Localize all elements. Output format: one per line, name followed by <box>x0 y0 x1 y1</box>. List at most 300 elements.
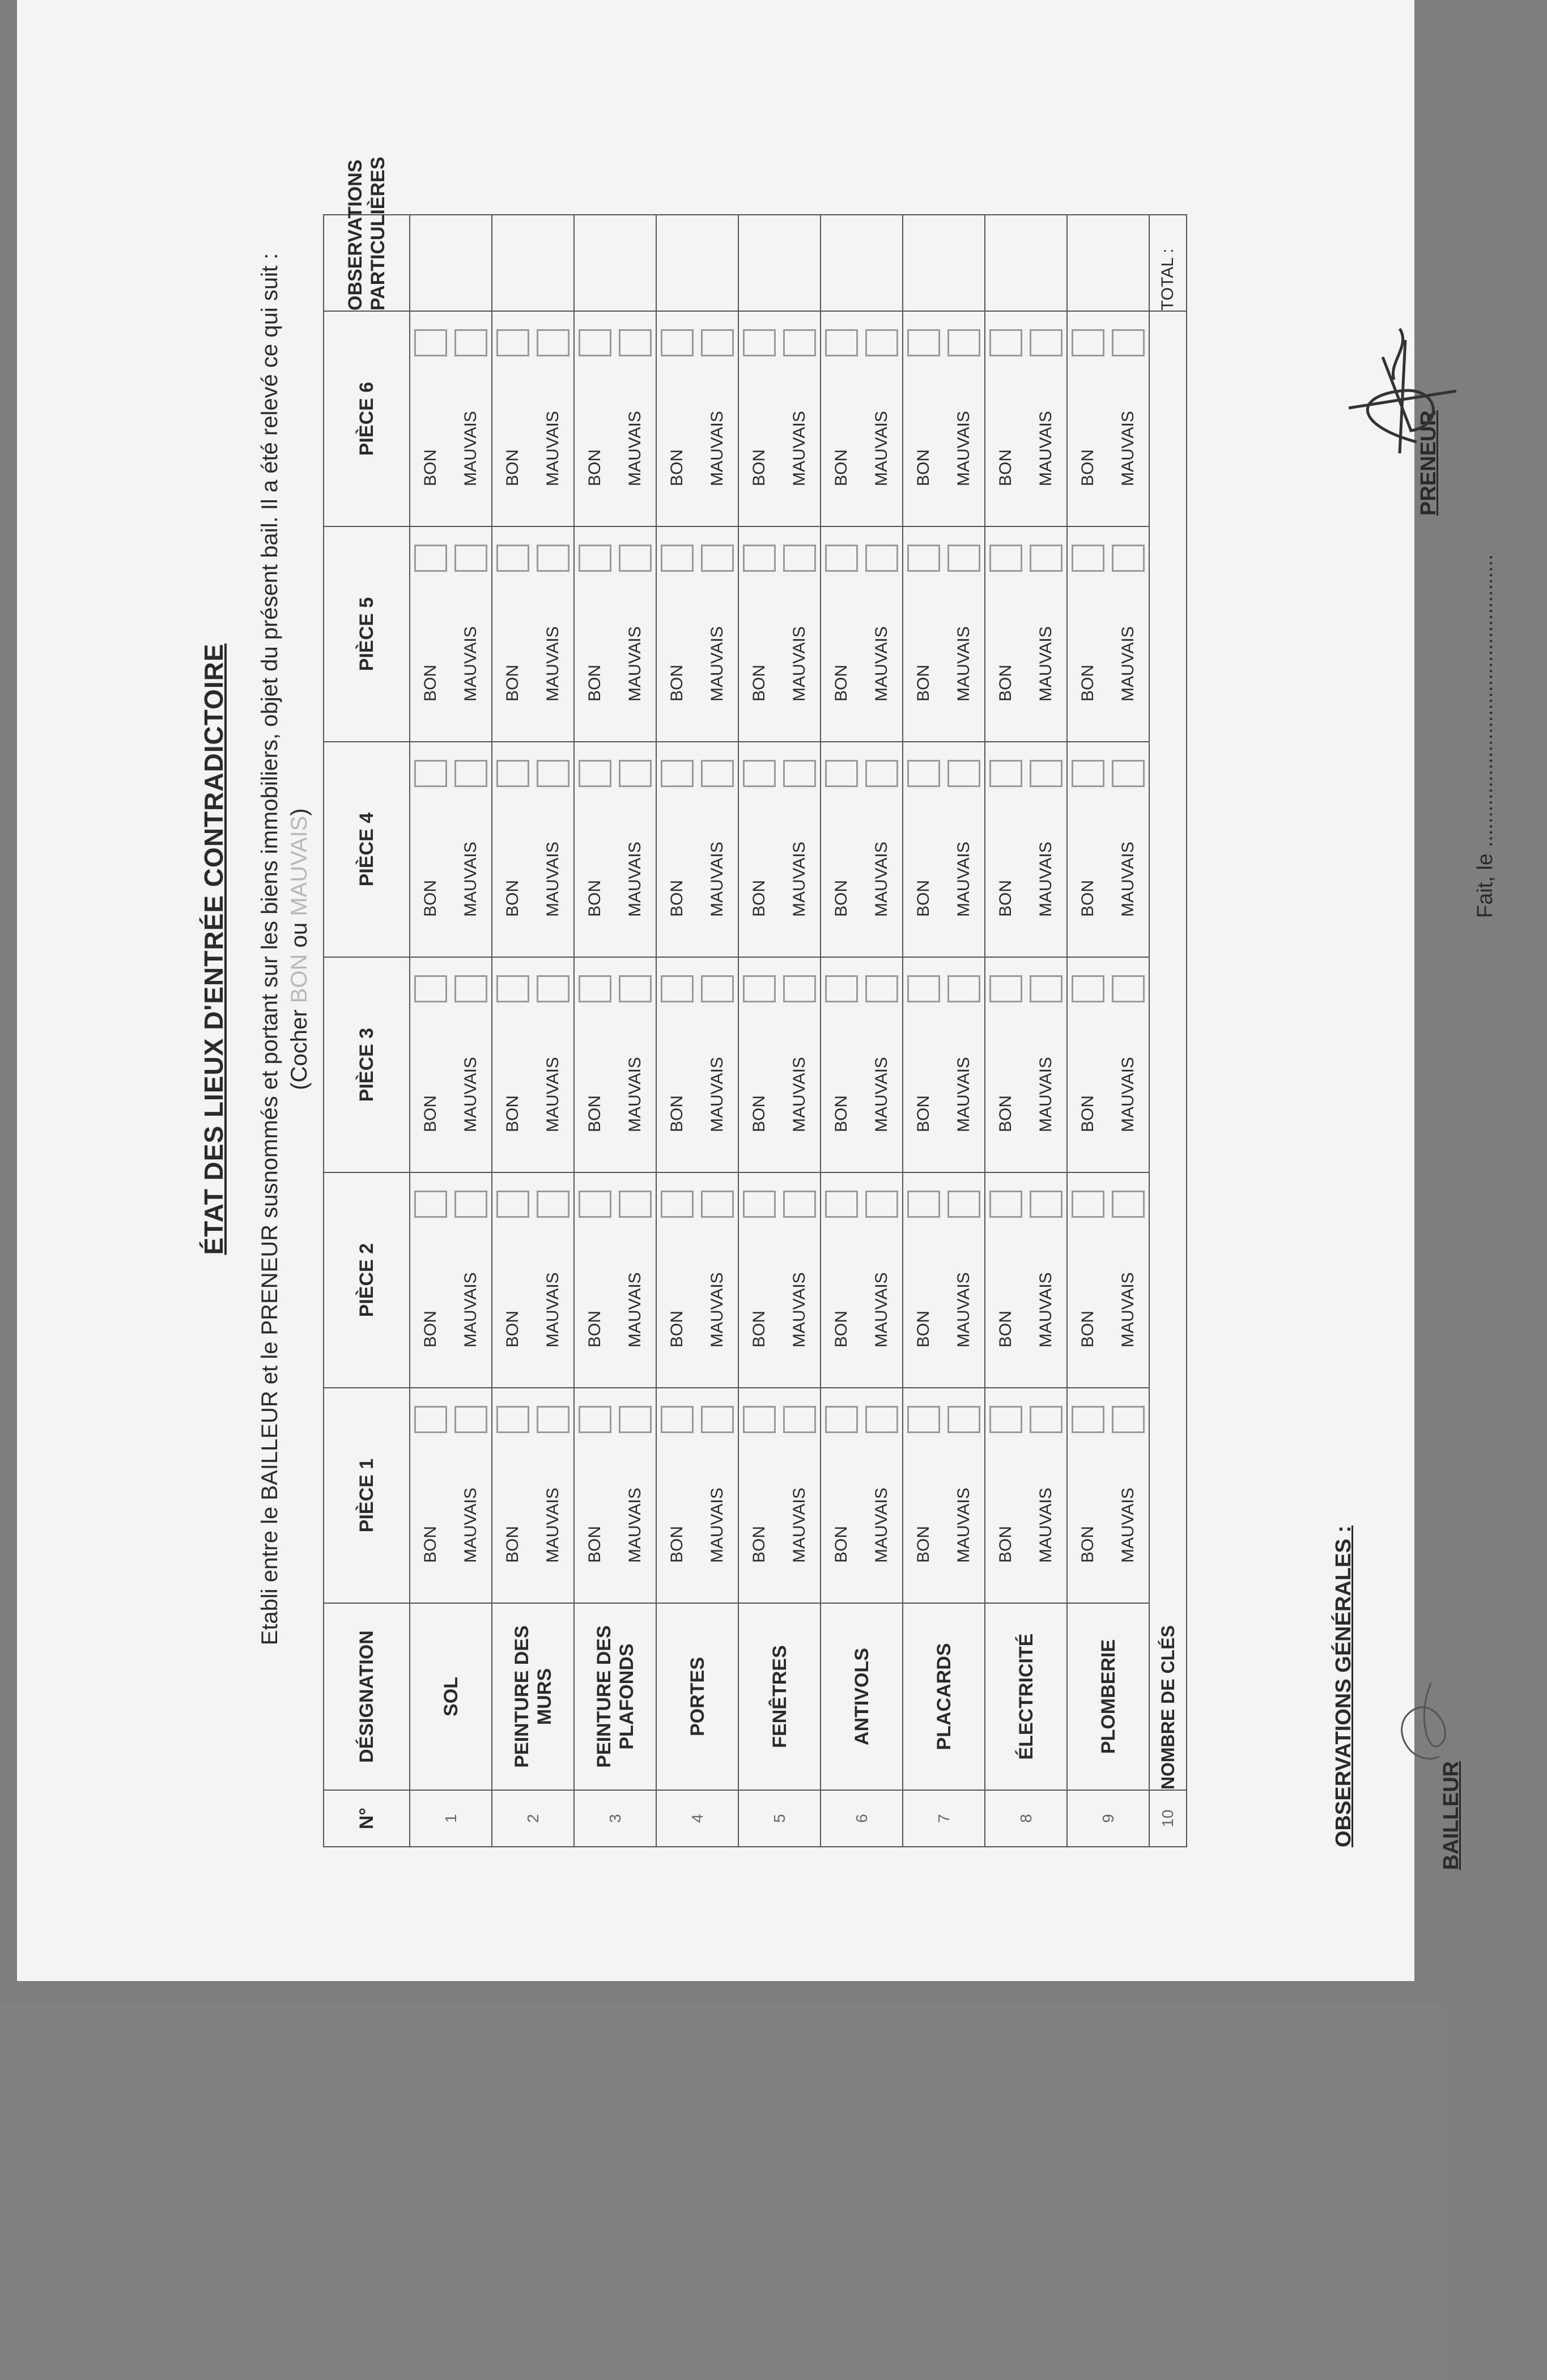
option-bad-label: MAUVAIS <box>1036 1057 1056 1132</box>
option-good-label: BON <box>749 664 768 702</box>
good-checkbox[interactable] <box>825 975 858 1002</box>
good-checkbox[interactable] <box>579 545 611 572</box>
room-cell <box>492 311 574 526</box>
option-bad-label: MAUVAIS <box>872 1057 891 1132</box>
good-checkbox[interactable] <box>825 545 858 572</box>
bad-checkbox[interactable] <box>1030 545 1062 572</box>
option-bad-label: MAUVAIS <box>708 1488 727 1563</box>
bad-checkbox[interactable] <box>865 329 898 356</box>
form-title: ÉTAT DES LIEUX D'ENTRÉE CONTRADICTOIRE <box>199 643 228 1255</box>
table-row <box>903 215 985 1847</box>
bad-checkbox[interactable] <box>1112 1406 1145 1433</box>
bad-checkbox[interactable] <box>537 329 570 356</box>
room-cell <box>985 957 1067 1172</box>
good-checkbox[interactable] <box>907 545 940 572</box>
intro-text <box>255 0 314 1927</box>
row-designation: ANTIVOLS <box>821 1603 903 1790</box>
option-good-label: BON <box>913 1525 933 1563</box>
table-row <box>574 215 656 1847</box>
bad-checkbox[interactable] <box>537 545 570 572</box>
option-good-label: BON <box>420 1095 440 1132</box>
room-cell <box>574 1172 656 1388</box>
good-checkbox[interactable] <box>743 329 776 356</box>
bad-checkbox[interactable] <box>619 545 652 572</box>
row-number: 9 <box>1067 1790 1149 1847</box>
good-checkbox[interactable] <box>414 760 447 787</box>
bad-checkbox[interactable] <box>619 1191 652 1218</box>
option-good-label: BON <box>503 879 522 917</box>
room-cell <box>985 526 1067 742</box>
bad-checkbox[interactable] <box>1030 329 1062 356</box>
good-checkbox[interactable] <box>1072 760 1104 787</box>
observation-cell[interactable] <box>738 215 821 311</box>
bad-checkbox[interactable] <box>947 760 980 787</box>
bad-checkbox[interactable] <box>454 329 487 356</box>
option-good-label: BON <box>913 664 933 702</box>
good-checkbox[interactable] <box>661 329 694 356</box>
option-bad-label: MAUVAIS <box>872 626 891 702</box>
observation-cell[interactable] <box>656 215 738 311</box>
general-observations-label: OBSERVATIONS GÉNÉRALES : <box>1332 1525 1355 1847</box>
option-bad-label: MAUVAIS <box>1119 1272 1138 1348</box>
good-checkbox[interactable] <box>579 1406 611 1433</box>
option-bad-label: MAUVAIS <box>790 1488 809 1563</box>
good-checkbox[interactable] <box>989 1191 1022 1218</box>
bad-checkbox[interactable] <box>783 1406 816 1433</box>
option-good-label: BON <box>667 1310 686 1348</box>
option-good-label: BON <box>749 1525 768 1563</box>
option-bad-label: MAUVAIS <box>790 1057 809 1132</box>
intro-note-mauvais: MAUVAIS <box>287 815 312 916</box>
room-cell <box>574 526 656 742</box>
option-good-label: BON <box>420 879 440 917</box>
intro-line: Etabli entre le BAILLEUR et le PRENEUR susnommés et portant sur les biens immobiliers, objet du présent bail. Il a été relevé ce qui suit : <box>257 253 282 1646</box>
option-bad-label: MAUVAIS <box>543 1488 563 1563</box>
good-checkbox[interactable] <box>1072 329 1104 356</box>
good-checkbox[interactable] <box>1072 975 1104 1002</box>
room-cell <box>1067 742 1149 957</box>
good-checkbox[interactable] <box>579 1191 611 1218</box>
good-checkbox[interactable] <box>743 760 776 787</box>
option-bad-label: MAUVAIS <box>543 626 563 702</box>
bad-checkbox[interactable] <box>1030 1191 1062 1218</box>
good-checkbox[interactable] <box>989 975 1022 1002</box>
room-cell <box>821 311 903 526</box>
room-cell <box>903 526 985 742</box>
good-checkbox[interactable] <box>496 975 529 1002</box>
option-good-label: BON <box>831 1310 851 1348</box>
option-good-label: BON <box>420 1310 440 1348</box>
option-good-label: BON <box>503 449 522 486</box>
bad-checkbox[interactable] <box>537 760 570 787</box>
good-checkbox[interactable] <box>989 545 1022 572</box>
row-number: 7 <box>903 1790 985 1847</box>
bad-checkbox[interactable] <box>947 1191 980 1218</box>
option-bad-label: MAUVAIS <box>543 1272 563 1348</box>
good-checkbox[interactable] <box>907 1406 940 1433</box>
bad-checkbox[interactable] <box>537 975 570 1002</box>
room-cell <box>738 311 821 526</box>
scan-background <box>0 2004 1445 2380</box>
done-at-line: Fait, le ................................................. <box>1473 554 1497 918</box>
room-cell <box>492 526 574 742</box>
option-good-label: BON <box>503 664 522 702</box>
bad-checkbox[interactable] <box>783 760 816 787</box>
bad-checkbox[interactable] <box>783 329 816 356</box>
good-checkbox[interactable] <box>414 545 447 572</box>
bad-checkbox[interactable] <box>947 975 980 1002</box>
bad-checkbox[interactable] <box>1112 545 1145 572</box>
option-bad-label: MAUVAIS <box>1119 411 1138 486</box>
option-good-label: BON <box>996 664 1015 702</box>
bad-checkbox[interactable] <box>947 545 980 572</box>
bad-checkbox[interactable] <box>865 975 898 1002</box>
good-checkbox[interactable] <box>743 975 776 1002</box>
option-good-label: BON <box>913 449 933 486</box>
option-bad-label: MAUVAIS <box>708 1272 727 1348</box>
good-checkbox[interactable] <box>907 760 940 787</box>
bad-checkbox[interactable] <box>865 1191 898 1218</box>
option-bad-label: MAUVAIS <box>708 1057 727 1132</box>
option-good-label: BON <box>831 879 851 917</box>
tenant-signature <box>1332 306 1468 476</box>
row-designation: PEINTURE DES MURS <box>492 1603 574 1790</box>
intro-note-prefix: (Cocher <box>287 1009 312 1090</box>
option-bad-label: MAUVAIS <box>954 626 974 702</box>
option-bad-label: MAUVAIS <box>626 411 645 486</box>
bad-checkbox[interactable] <box>537 1191 570 1218</box>
option-bad-label: MAUVAIS <box>1119 842 1138 917</box>
room-cell <box>738 957 821 1172</box>
room-cell <box>821 957 903 1172</box>
option-bad-label: MAUVAIS <box>461 1057 481 1132</box>
bad-checkbox[interactable] <box>783 975 816 1002</box>
option-bad-label: MAUVAIS <box>708 626 727 702</box>
bad-checkbox[interactable] <box>947 329 980 356</box>
bad-checkbox[interactable] <box>701 975 734 1002</box>
good-checkbox[interactable] <box>661 545 694 572</box>
option-good-label: BON <box>749 1095 768 1132</box>
good-checkbox[interactable] <box>414 329 447 356</box>
bad-checkbox[interactable] <box>619 1406 652 1433</box>
bad-checkbox[interactable] <box>454 975 487 1002</box>
option-good-label: BON <box>585 1310 604 1348</box>
keys-row <box>1149 215 1187 1847</box>
good-checkbox[interactable] <box>907 1191 940 1218</box>
observation-cell[interactable] <box>903 215 985 311</box>
room-cell <box>410 742 492 957</box>
room-cell <box>738 526 821 742</box>
option-bad-label: MAUVAIS <box>1119 1057 1138 1132</box>
option-bad-label: MAUVAIS <box>543 842 563 917</box>
document-sheet <box>17 0 1497 1981</box>
bad-checkbox[interactable] <box>1030 1406 1062 1433</box>
room-cell <box>738 1172 821 1388</box>
option-good-label: BON <box>831 449 851 486</box>
good-checkbox[interactable] <box>743 545 776 572</box>
option-good-label: BON <box>913 1310 933 1348</box>
bad-checkbox[interactable] <box>619 760 652 787</box>
header-num: N° <box>324 1790 410 1847</box>
option-bad-label: MAUVAIS <box>461 411 481 486</box>
good-checkbox[interactable] <box>414 1191 447 1218</box>
bad-checkbox[interactable] <box>865 1406 898 1433</box>
option-good-label: BON <box>503 1095 522 1132</box>
option-good-label: BON <box>1078 449 1097 486</box>
room-cell <box>574 311 656 526</box>
intro-note-suffix: ) <box>287 808 312 816</box>
bad-checkbox[interactable] <box>701 329 734 356</box>
option-good-label: BON <box>913 1095 933 1132</box>
row-designation: PEINTURE DES PLAFONDS <box>574 1603 656 1790</box>
bad-checkbox[interactable] <box>454 760 487 787</box>
row-number: 2 <box>492 1790 574 1847</box>
good-checkbox[interactable] <box>661 760 694 787</box>
landlord-signature <box>1377 1666 1468 1779</box>
good-checkbox[interactable] <box>496 1191 529 1218</box>
intro-note-bon: BON <box>287 954 312 1004</box>
room-cell <box>1067 1388 1149 1603</box>
bad-checkbox[interactable] <box>454 1406 487 1433</box>
option-bad-label: MAUVAIS <box>954 411 974 486</box>
option-bad-label: MAUVAIS <box>872 1488 891 1563</box>
option-bad-label: MAUVAIS <box>1119 1488 1138 1563</box>
good-checkbox[interactable] <box>1072 1191 1104 1218</box>
room-cell <box>821 1172 903 1388</box>
option-bad-label: MAUVAIS <box>543 1057 563 1132</box>
good-checkbox[interactable] <box>661 975 694 1002</box>
bad-checkbox[interactable] <box>865 545 898 572</box>
room-cell <box>492 1388 574 1603</box>
header-room-4: PIÈCE 4 <box>324 742 410 957</box>
header-room-5: PIÈCE 5 <box>324 526 410 742</box>
good-checkbox[interactable] <box>496 1406 529 1433</box>
option-bad-label: MAUVAIS <box>872 411 891 486</box>
good-checkbox[interactable] <box>825 1191 858 1218</box>
good-checkbox[interactable] <box>907 329 940 356</box>
option-bad-label: MAUVAIS <box>954 1272 974 1348</box>
room-cell <box>985 742 1067 957</box>
good-checkbox[interactable] <box>1072 545 1104 572</box>
good-checkbox[interactable] <box>825 760 858 787</box>
option-bad-label: MAUVAIS <box>626 1488 645 1563</box>
row-number: 4 <box>656 1790 738 1847</box>
good-checkbox[interactable] <box>1072 1406 1104 1433</box>
bad-checkbox[interactable] <box>537 1406 570 1433</box>
good-checkbox[interactable] <box>825 329 858 356</box>
bad-checkbox[interactable] <box>1112 975 1145 1002</box>
room-cell <box>656 1172 738 1388</box>
observation-cell[interactable] <box>492 215 574 311</box>
bad-checkbox[interactable] <box>947 1406 980 1433</box>
room-cell <box>903 742 985 957</box>
room-cell <box>903 311 985 526</box>
option-good-label: BON <box>503 1310 522 1348</box>
good-checkbox[interactable] <box>743 1191 776 1218</box>
room-cell <box>656 311 738 526</box>
table-row <box>1067 215 1149 1847</box>
good-checkbox[interactable] <box>579 760 611 787</box>
option-bad-label: MAUVAIS <box>1036 1272 1056 1348</box>
row-number: 3 <box>574 1790 656 1847</box>
room-cell <box>574 957 656 1172</box>
table-row <box>492 215 574 1847</box>
good-checkbox[interactable] <box>989 329 1022 356</box>
header-row <box>324 215 410 1847</box>
good-checkbox[interactable] <box>414 1406 447 1433</box>
room-cell <box>985 1388 1067 1603</box>
room-cell <box>821 526 903 742</box>
row-number: 6 <box>821 1790 903 1847</box>
option-good-label: BON <box>1078 1310 1097 1348</box>
option-bad-label: MAUVAIS <box>626 1057 645 1132</box>
option-bad-label: MAUVAIS <box>954 842 974 917</box>
option-good-label: BON <box>831 1095 851 1132</box>
tenant-label: PRENEUR <box>1417 410 1440 516</box>
good-checkbox[interactable] <box>743 1406 776 1433</box>
table-row <box>985 215 1067 1847</box>
good-checkbox[interactable] <box>989 1406 1022 1433</box>
room-cell <box>656 1388 738 1603</box>
keys-count-label: NOMBRE DE CLÉS <box>1149 311 1187 1790</box>
room-cell <box>492 957 574 1172</box>
option-good-label: BON <box>749 449 768 486</box>
option-good-label: BON <box>585 1095 604 1132</box>
room-cell <box>903 1172 985 1388</box>
table-row <box>738 215 821 1847</box>
header-room-1: PIÈCE 1 <box>324 1388 410 1603</box>
room-cell <box>656 742 738 957</box>
intro-note <box>284 0 314 1927</box>
option-good-label: BON <box>503 1525 522 1563</box>
good-checkbox[interactable] <box>661 1191 694 1218</box>
bad-checkbox[interactable] <box>454 1191 487 1218</box>
header-designation: DÉSIGNATION <box>324 1603 410 1790</box>
option-good-label: BON <box>667 449 686 486</box>
option-good-label: BON <box>1078 1525 1097 1563</box>
option-good-label: BON <box>749 1310 768 1348</box>
room-cell <box>903 1388 985 1603</box>
option-good-label: BON <box>996 1310 1015 1348</box>
room-cell <box>492 742 574 957</box>
room-cell <box>410 1388 492 1603</box>
bad-checkbox[interactable] <box>701 1191 734 1218</box>
good-checkbox[interactable] <box>907 975 940 1002</box>
bad-checkbox[interactable] <box>454 545 487 572</box>
observation-cell[interactable] <box>821 215 903 311</box>
option-good-label: BON <box>996 879 1015 917</box>
room-cell <box>1067 1172 1149 1388</box>
good-checkbox[interactable] <box>579 975 611 1002</box>
rotated-form <box>198 0 1547 1927</box>
good-checkbox[interactable] <box>414 975 447 1002</box>
row-number: 1 <box>410 1790 492 1847</box>
option-bad-label: MAUVAIS <box>461 626 481 702</box>
option-good-label: BON <box>585 879 604 917</box>
option-good-label: BON <box>667 1525 686 1563</box>
observation-cell[interactable] <box>410 215 492 311</box>
table-row <box>410 215 492 1847</box>
option-good-label: BON <box>749 879 768 917</box>
option-bad-label: MAUVAIS <box>1036 411 1056 486</box>
option-bad-label: MAUVAIS <box>626 626 645 702</box>
good-checkbox[interactable] <box>496 329 529 356</box>
option-good-label: BON <box>913 879 933 917</box>
landlord-label: BAILLEUR <box>1439 1761 1463 1870</box>
good-checkbox[interactable] <box>989 760 1022 787</box>
bad-checkbox[interactable] <box>1112 329 1145 356</box>
table-row <box>656 215 738 1847</box>
option-bad-label: MAUVAIS <box>1036 626 1056 702</box>
room-cell <box>574 1388 656 1603</box>
room-cell <box>1067 957 1149 1172</box>
option-good-label: BON <box>1078 879 1097 917</box>
row-designation: PLACARDS <box>903 1603 985 1790</box>
observation-cell[interactable] <box>985 215 1067 311</box>
row-designation: PLOMBERIE <box>1067 1603 1149 1790</box>
row-number: 5 <box>738 1790 821 1847</box>
option-bad-label: MAUVAIS <box>708 411 727 486</box>
bad-checkbox[interactable] <box>1030 760 1062 787</box>
good-checkbox[interactable] <box>496 760 529 787</box>
option-bad-label: MAUVAIS <box>872 842 891 917</box>
bad-checkbox[interactable] <box>783 545 816 572</box>
option-good-label: BON <box>585 1525 604 1563</box>
header-room-3: PIÈCE 3 <box>324 957 410 1172</box>
header-room-6: PIÈCE 6 <box>324 311 410 526</box>
bad-checkbox[interactable] <box>865 760 898 787</box>
good-checkbox[interactable] <box>579 329 611 356</box>
bad-checkbox[interactable] <box>619 329 652 356</box>
option-bad-label: MAUVAIS <box>790 1272 809 1348</box>
header-observations: OBSERVATIONS PARTICULIÈRES <box>324 215 410 311</box>
header-room-2: PIÈCE 2 <box>324 1172 410 1388</box>
option-good-label: BON <box>996 1095 1015 1132</box>
bad-checkbox[interactable] <box>701 760 734 787</box>
option-bad-label: MAUVAIS <box>790 626 809 702</box>
option-good-label: BON <box>667 664 686 702</box>
good-checkbox[interactable] <box>661 1406 694 1433</box>
bad-checkbox[interactable] <box>1112 760 1145 787</box>
bad-checkbox[interactable] <box>701 1406 734 1433</box>
good-checkbox[interactable] <box>496 545 529 572</box>
good-checkbox[interactable] <box>825 1406 858 1433</box>
option-good-label: BON <box>420 1525 440 1563</box>
room-cell <box>903 957 985 1172</box>
observation-cell[interactable] <box>574 215 656 311</box>
observation-cell[interactable] <box>1067 215 1149 311</box>
option-bad-label: MAUVAIS <box>461 1488 481 1563</box>
room-cell <box>410 957 492 1172</box>
row-designation: SOL <box>410 1603 492 1790</box>
bad-checkbox[interactable] <box>1030 975 1062 1002</box>
bad-checkbox[interactable] <box>1112 1191 1145 1218</box>
option-good-label: BON <box>420 449 440 486</box>
option-bad-label: MAUVAIS <box>872 1272 891 1348</box>
room-cell <box>656 957 738 1172</box>
option-bad-label: MAUVAIS <box>954 1057 974 1132</box>
bad-checkbox[interactable] <box>783 1191 816 1218</box>
bad-checkbox[interactable] <box>701 545 734 572</box>
bad-checkbox[interactable] <box>619 975 652 1002</box>
option-bad-label: MAUVAIS <box>1036 842 1056 917</box>
option-good-label: BON <box>585 449 604 486</box>
option-good-label: BON <box>420 664 440 702</box>
option-good-label: BON <box>1078 664 1097 702</box>
option-bad-label: MAUVAIS <box>1036 1488 1056 1563</box>
option-bad-label: MAUVAIS <box>461 1272 481 1348</box>
room-cell <box>410 1172 492 1388</box>
